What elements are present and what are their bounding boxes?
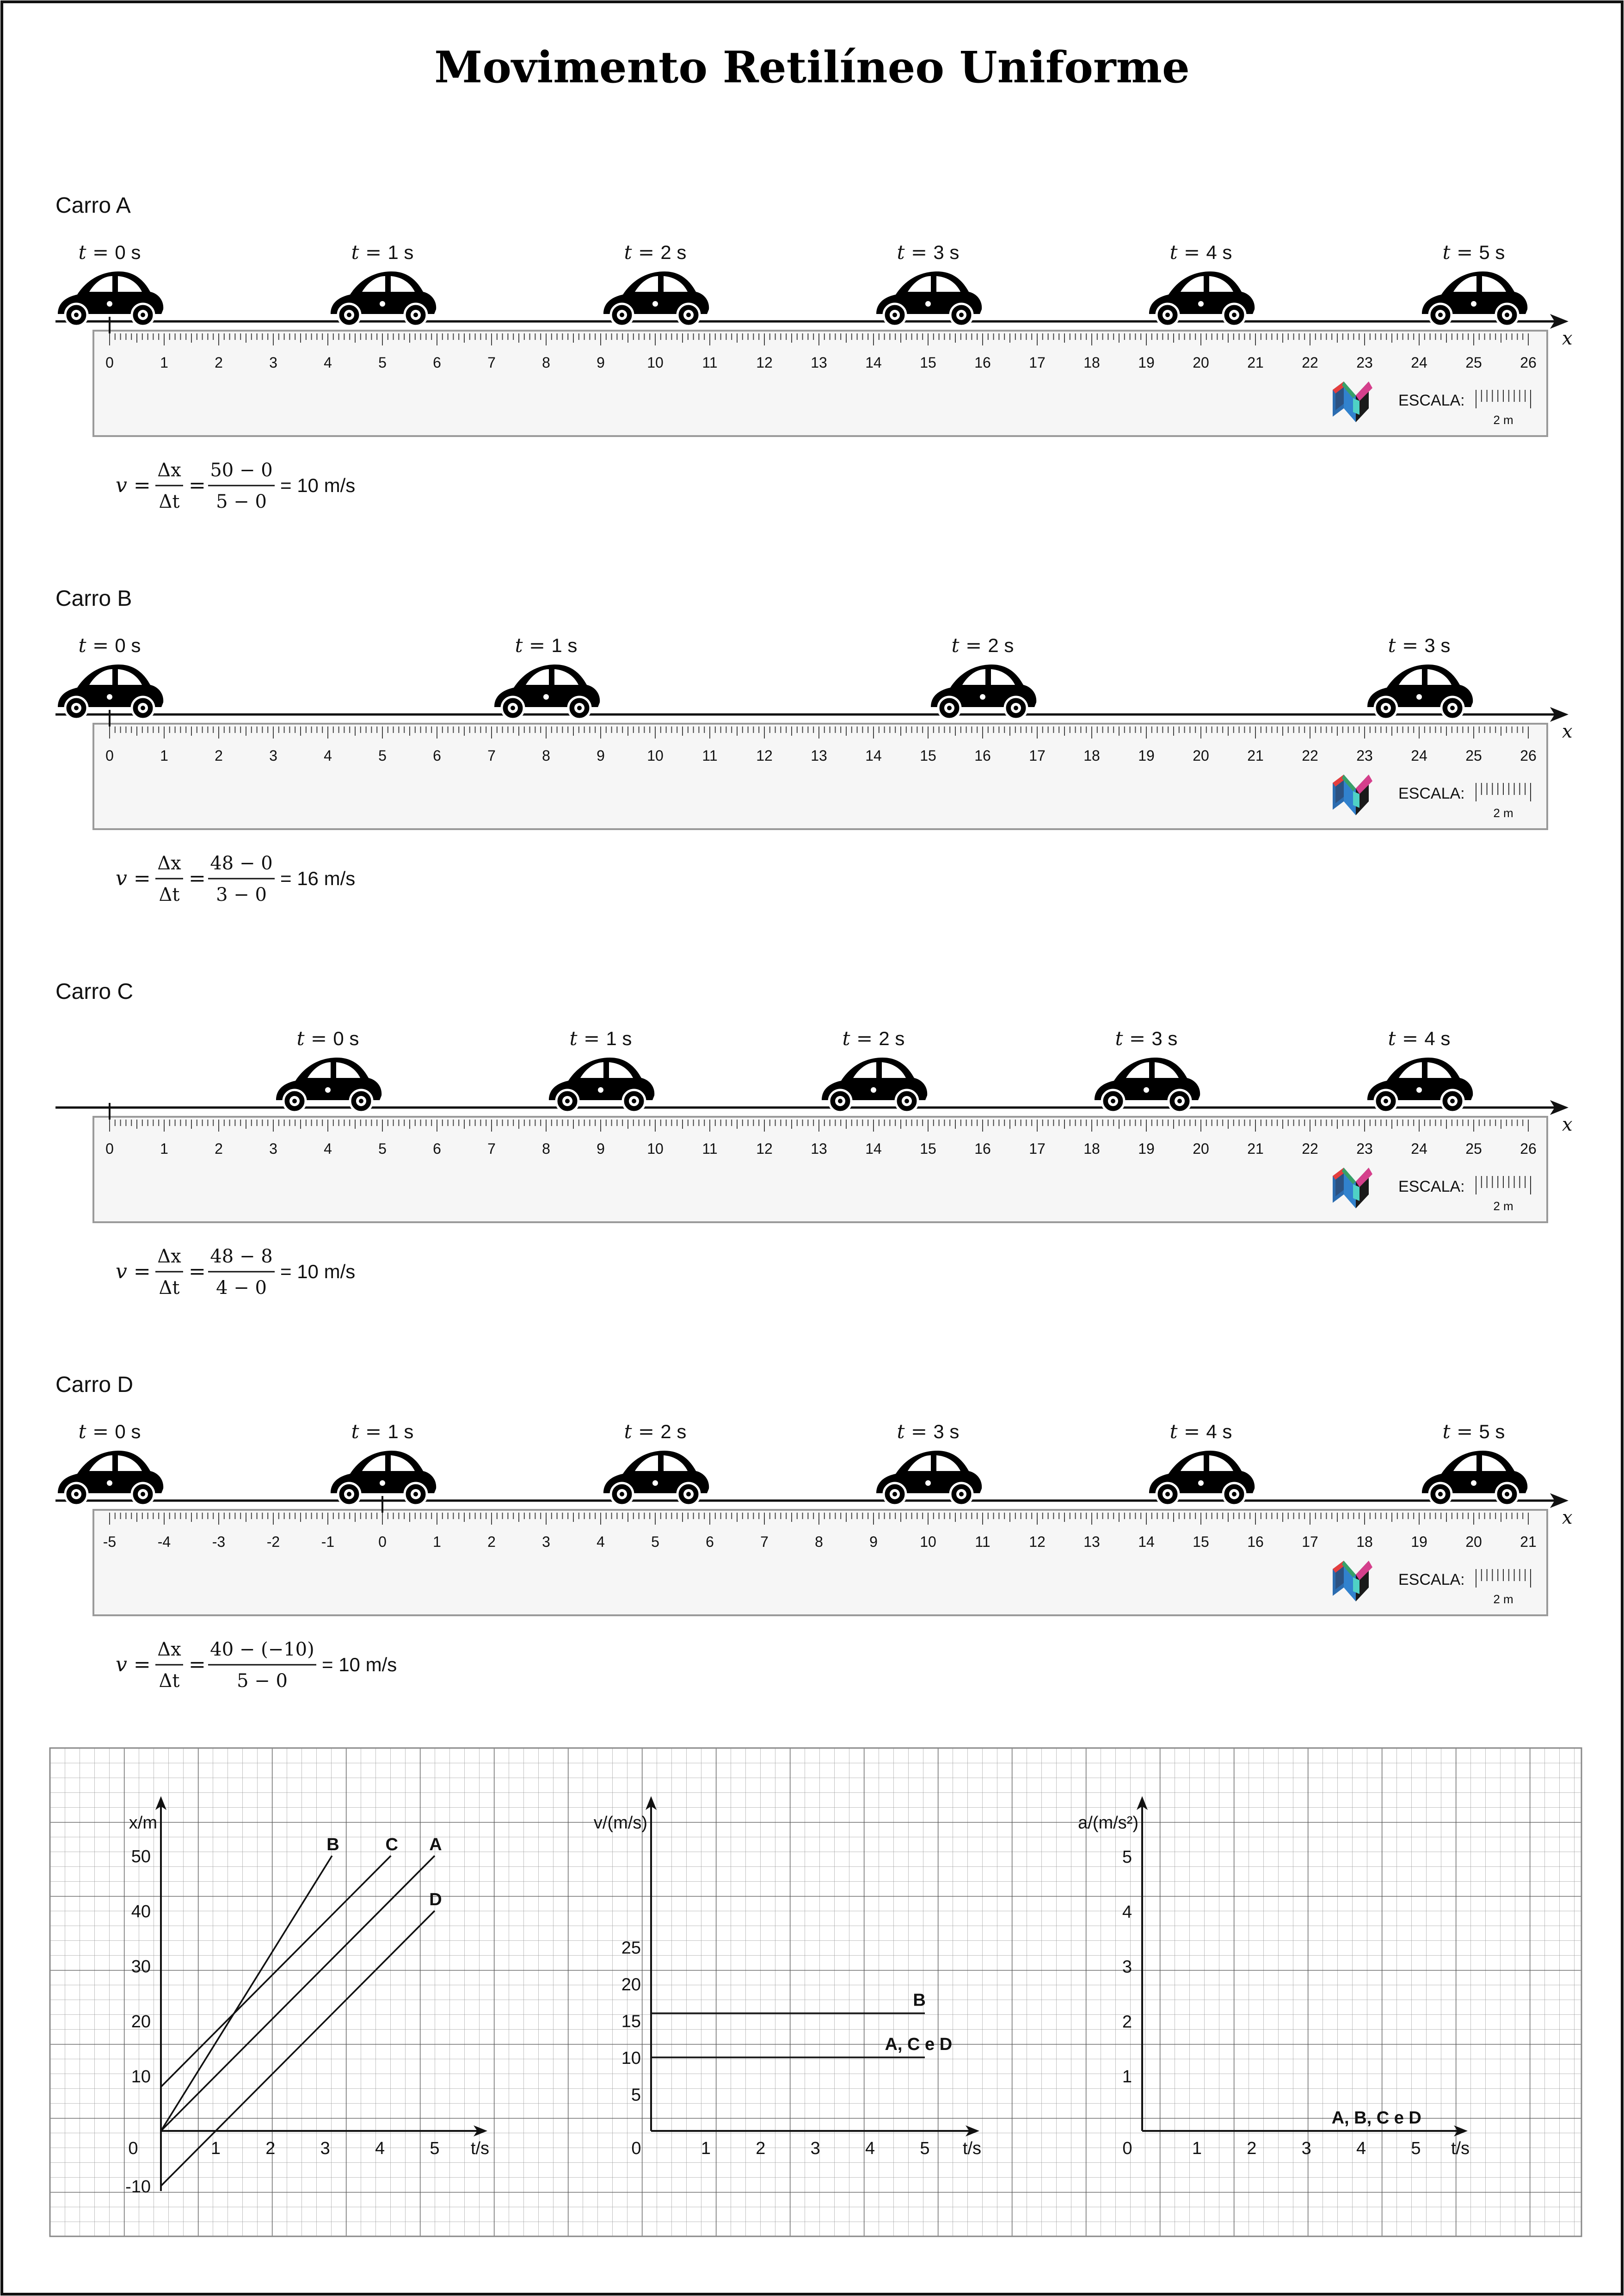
eq-delta-x: Δx xyxy=(157,853,181,874)
time-value: 4 s xyxy=(1206,1421,1232,1442)
graph-x-tick: 2 xyxy=(756,2139,766,2158)
graph-y-tick: 10 xyxy=(621,2049,641,2068)
scale-label: ESCALA: xyxy=(1398,785,1465,802)
graph-y-tick: 10 xyxy=(131,2067,151,2087)
time-value: 2 s xyxy=(660,241,687,263)
time-prefix: t = xyxy=(1169,241,1206,264)
time-value: 0 s xyxy=(115,634,141,656)
eq-delta-x: Δx xyxy=(157,1246,181,1267)
time-value: 5 s xyxy=(1479,241,1505,263)
graph-x-tick: 3 xyxy=(320,2139,330,2158)
time-prefix: t = xyxy=(624,241,661,264)
time-label xyxy=(624,1420,687,1443)
ruler-number: 22 xyxy=(1302,1140,1318,1157)
time-prefix: t = xyxy=(1115,1027,1152,1050)
time-label xyxy=(351,1420,414,1443)
ruler-number: 12 xyxy=(756,354,773,371)
eq-numerator: 48 − 8 xyxy=(210,1246,273,1267)
time-prefix: t = xyxy=(515,634,552,657)
ruler-number: 5 xyxy=(378,747,387,764)
ruler-number: 21 xyxy=(1247,1140,1264,1157)
graph-y-tick: 4 xyxy=(1122,1902,1132,1922)
ruler-number: 10 xyxy=(647,1140,664,1157)
ruler-number: 6 xyxy=(433,747,441,764)
time-prefix: t = xyxy=(1442,1420,1479,1443)
graph-x-tick: 5 xyxy=(1411,2139,1421,2158)
ruler-number: 15 xyxy=(1193,1533,1209,1550)
ruler-number: 1 xyxy=(160,747,168,764)
eq-denominator: 5 − 0 xyxy=(216,491,267,512)
graph-y-tick: 5 xyxy=(631,2085,641,2105)
graph-x-tick: 1 xyxy=(701,2139,711,2158)
scale-unit: 2 m xyxy=(1493,806,1513,820)
graph-y-label: v/(m/s) xyxy=(593,1813,647,1833)
ruler-number: 7 xyxy=(487,747,496,764)
time-prefix: t = xyxy=(1442,241,1479,264)
scale-label: ESCALA: xyxy=(1398,1178,1465,1195)
ruler-number: 14 xyxy=(1138,1533,1155,1550)
eq-numerator: 48 − 0 xyxy=(210,853,273,874)
ruler-number: 11 xyxy=(702,1140,718,1157)
time-value: 1 s xyxy=(388,1421,414,1442)
ruler-number: -1 xyxy=(321,1533,335,1550)
ruler-number: 4 xyxy=(324,354,332,371)
ruler-number: 7 xyxy=(760,1533,769,1550)
time-value: 1 s xyxy=(606,1028,632,1049)
ruler-number: 3 xyxy=(269,1140,277,1157)
ruler-number: 15 xyxy=(920,354,936,371)
graph-y-tick: 25 xyxy=(621,1938,641,1958)
eq-delta-t: Δt xyxy=(159,1277,180,1299)
ruler-number: 23 xyxy=(1356,1140,1373,1157)
time-prefix: t = xyxy=(569,1027,606,1050)
ruler-number: 19 xyxy=(1138,747,1155,764)
time-value: 2 s xyxy=(879,1028,905,1049)
eq-v: v = xyxy=(116,1653,151,1676)
x-axis-label: x xyxy=(1562,1507,1573,1528)
ruler-box xyxy=(93,724,1547,829)
eq-result: = 10 m/s xyxy=(322,1654,397,1675)
graph-x-tick: 4 xyxy=(375,2139,385,2158)
ruler-number: 5 xyxy=(651,1533,659,1550)
time-label xyxy=(79,1420,141,1443)
eq-result: = 16 m/s xyxy=(280,868,356,889)
ruler-number: 10 xyxy=(647,354,664,371)
time-prefix: t = xyxy=(351,241,388,264)
ruler-number: 11 xyxy=(975,1533,990,1550)
graph-x-tick: 0 xyxy=(128,2139,138,2158)
eq-delta-x: Δx xyxy=(157,460,181,481)
time-prefix: t = xyxy=(351,1420,388,1443)
ruler-number: 22 xyxy=(1302,354,1318,371)
eq-equals: = xyxy=(189,1260,206,1283)
time-label xyxy=(1115,1027,1178,1050)
ruler-box xyxy=(93,1117,1547,1222)
eq-delta-t: Δt xyxy=(159,884,180,905)
graph-line-label: D xyxy=(429,1890,442,1909)
ruler-number: 1 xyxy=(433,1533,441,1550)
graph-line-label: B xyxy=(326,1835,339,1854)
graph-y-tick: 1 xyxy=(1122,2067,1132,2087)
section-label: Carro C xyxy=(55,979,134,1004)
graph-line-label: A, B, C e D xyxy=(1331,2108,1421,2128)
ruler-number: 4 xyxy=(597,1533,605,1550)
graph-x-tick: 1 xyxy=(1192,2139,1202,2158)
ruler-number: 21 xyxy=(1247,747,1264,764)
ruler-number: 12 xyxy=(1029,1533,1046,1550)
graph-x-tick: 3 xyxy=(810,2139,820,2158)
ruler-number: 14 xyxy=(865,747,882,764)
time-label xyxy=(624,241,687,264)
graph-y-tick: 5 xyxy=(1122,1847,1132,1867)
ruler-number: 23 xyxy=(1356,354,1373,371)
eq-numerator: 50 − 0 xyxy=(210,460,273,481)
ruler-number: 21 xyxy=(1520,1533,1537,1550)
time-label xyxy=(515,634,578,657)
ruler-number: 18 xyxy=(1083,747,1100,764)
scale-unit: 2 m xyxy=(1493,1592,1513,1606)
ruler-number: 24 xyxy=(1411,747,1427,764)
ruler-number: 9 xyxy=(597,747,605,764)
eq-equals: = xyxy=(189,1653,206,1676)
time-prefix: t = xyxy=(1388,634,1425,657)
graph-y-tick: 3 xyxy=(1122,1957,1132,1977)
ruler-number: 8 xyxy=(542,354,550,371)
time-value: 3 s xyxy=(933,241,960,263)
ruler-number: 25 xyxy=(1465,354,1482,371)
time-value: 0 s xyxy=(333,1028,359,1049)
graph-x-label: t/s xyxy=(962,2139,982,2158)
eq-result: = 10 m/s xyxy=(280,474,356,496)
eq-denominator: 4 − 0 xyxy=(216,1277,267,1299)
ruler-number: 16 xyxy=(1247,1533,1264,1550)
time-prefix: t = xyxy=(78,1420,115,1443)
graph-x-tick: 4 xyxy=(1356,2139,1366,2158)
ruler-number: 19 xyxy=(1411,1533,1427,1550)
x-axis-label: x xyxy=(1562,1114,1573,1135)
ruler-number: 13 xyxy=(811,747,827,764)
time-prefix: t = xyxy=(842,1027,879,1050)
time-prefix: t = xyxy=(1388,1027,1425,1050)
ruler-number: 20 xyxy=(1193,354,1209,371)
ruler-number: 2 xyxy=(215,354,223,371)
time-value: 3 s xyxy=(1151,1028,1178,1049)
ruler-number: 9 xyxy=(869,1533,878,1550)
ruler-number: 18 xyxy=(1356,1533,1373,1550)
ruler-number: 13 xyxy=(811,354,827,371)
graph-area xyxy=(50,1748,1581,2236)
time-value: 2 s xyxy=(660,1421,687,1442)
x-axis-label: x xyxy=(1562,721,1573,742)
graph-x-tick: 0 xyxy=(1122,2139,1132,2158)
eq-delta-x: Δx xyxy=(157,1639,181,1660)
graph-x-tick: 5 xyxy=(430,2139,440,2158)
ruler-number: 5 xyxy=(378,354,387,371)
graph-y-tick: 15 xyxy=(621,2012,641,2031)
time-prefix: t = xyxy=(897,1420,934,1443)
ruler-number: 19 xyxy=(1138,354,1155,371)
ruler-number: 0 xyxy=(378,1533,387,1550)
time-value: 4 s xyxy=(1206,241,1232,263)
time-value: 0 s xyxy=(115,1421,141,1442)
ruler-number: 4 xyxy=(324,1140,332,1157)
ruler-box xyxy=(93,1510,1547,1615)
ruler-number: 0 xyxy=(105,1140,114,1157)
ruler-box xyxy=(93,331,1547,436)
ruler-number: 3 xyxy=(269,747,277,764)
time-prefix: t = xyxy=(296,1027,333,1050)
ruler-number: 20 xyxy=(1193,1140,1209,1157)
ruler-number: 25 xyxy=(1465,747,1482,764)
scale-label: ESCALA: xyxy=(1398,1571,1465,1588)
time-label xyxy=(1170,1420,1232,1443)
ruler-number: 15 xyxy=(920,747,936,764)
ruler-number: 17 xyxy=(1029,1140,1046,1157)
eq-v: v = xyxy=(116,1260,151,1283)
ruler-number: 2 xyxy=(215,747,223,764)
ruler-number: 20 xyxy=(1465,1533,1482,1550)
ruler-number: 6 xyxy=(433,354,441,371)
graph-y-tick: 40 xyxy=(131,1902,151,1921)
ruler-number: 19 xyxy=(1138,1140,1155,1157)
time-prefix: t = xyxy=(1169,1420,1206,1443)
ruler-number: 5 xyxy=(378,1140,387,1157)
ruler-number: 15 xyxy=(920,1140,936,1157)
eq-equals: = xyxy=(189,474,206,497)
eq-delta-t: Δt xyxy=(159,1670,180,1692)
ruler-number: 14 xyxy=(865,354,882,371)
eq-numerator: 40 − (−10) xyxy=(210,1639,314,1660)
ruler-number: 20 xyxy=(1193,747,1209,764)
time-label xyxy=(1388,1027,1451,1050)
ruler-number: 18 xyxy=(1083,354,1100,371)
eq-v: v = xyxy=(116,867,151,890)
ruler-number: 16 xyxy=(974,1140,991,1157)
time-prefix: t = xyxy=(78,634,115,657)
scale-unit: 2 m xyxy=(1493,413,1513,427)
ruler-number: 1 xyxy=(160,354,168,371)
graph-y-tick: 20 xyxy=(621,1975,641,1994)
ruler-number: 4 xyxy=(324,747,332,764)
time-label xyxy=(351,241,414,264)
ruler-number: 22 xyxy=(1302,747,1318,764)
ruler-number: 8 xyxy=(542,1140,550,1157)
graph-y-tick: 20 xyxy=(131,2012,151,2031)
time-label xyxy=(79,241,141,264)
ruler-number: 25 xyxy=(1465,1140,1482,1157)
ruler-number: 16 xyxy=(974,354,991,371)
graph-y-tick: 50 xyxy=(131,1847,151,1866)
graph-line-label: B xyxy=(913,1990,926,2010)
ruler-number: 9 xyxy=(597,354,605,371)
ruler-number: -4 xyxy=(157,1533,171,1550)
ruler-number: 16 xyxy=(974,747,991,764)
time-value: 3 s xyxy=(933,1421,960,1442)
ruler-number: 2 xyxy=(215,1140,223,1157)
scale-label: ESCALA: xyxy=(1398,392,1465,409)
ruler-number: 26 xyxy=(1520,354,1537,371)
time-label xyxy=(1443,241,1505,264)
ruler-number: -3 xyxy=(212,1533,226,1550)
time-prefix: t = xyxy=(897,241,934,264)
time-label xyxy=(1170,241,1232,264)
ruler-number: 8 xyxy=(815,1533,823,1550)
ruler-number: 2 xyxy=(487,1533,496,1550)
time-prefix: t = xyxy=(624,1420,661,1443)
ruler-number: 6 xyxy=(706,1533,714,1550)
ruler-number: 21 xyxy=(1247,354,1264,371)
ruler-number: 17 xyxy=(1029,354,1046,371)
eq-denominator: 5 − 0 xyxy=(237,1670,288,1692)
ruler-number: 8 xyxy=(542,747,550,764)
graph-x-tick: 1 xyxy=(210,2139,221,2158)
eq-result: = 10 m/s xyxy=(280,1261,356,1282)
graph-line-label: C xyxy=(385,1835,399,1854)
time-value: 3 s xyxy=(1424,634,1451,656)
graph-x-label: t/s xyxy=(1451,2139,1470,2158)
graph-x-tick: 4 xyxy=(865,2139,875,2158)
time-label xyxy=(570,1027,632,1050)
time-label xyxy=(897,241,960,264)
section-label: Carro D xyxy=(55,1373,134,1397)
time-value: 5 s xyxy=(1479,1421,1505,1442)
ruler-number: 3 xyxy=(269,354,277,371)
graph-line-label: A, C e D xyxy=(885,2035,953,2054)
ruler-number: 14 xyxy=(865,1140,882,1157)
time-label xyxy=(1443,1420,1505,1443)
time-value: 0 s xyxy=(115,241,141,263)
time-label xyxy=(297,1027,359,1050)
section-label: Carro B xyxy=(55,586,132,611)
eq-delta-t: Δt xyxy=(159,491,180,512)
page-title: Movimento Retilíneo Uniforme xyxy=(434,42,1190,93)
ruler-number: 6 xyxy=(433,1140,441,1157)
time-prefix: t = xyxy=(951,634,988,657)
time-label xyxy=(843,1027,905,1050)
graph-y-tick: -10 xyxy=(125,2177,151,2197)
graph-paper-major xyxy=(50,1748,1581,2236)
graph-x-tick: 2 xyxy=(1247,2139,1257,2158)
graph-line-label: A xyxy=(429,1835,442,1854)
ruler-number: 26 xyxy=(1520,1140,1537,1157)
time-value: 1 s xyxy=(551,634,578,656)
ruler-number: 10 xyxy=(647,747,664,764)
eq-v: v = xyxy=(116,474,151,497)
ruler-number: 11 xyxy=(702,747,718,764)
ruler-number: 7 xyxy=(487,1140,496,1157)
time-value: 4 s xyxy=(1424,1028,1451,1049)
graph-x-tick: 0 xyxy=(631,2139,641,2158)
ruler-number: 11 xyxy=(702,354,718,371)
time-label xyxy=(1388,634,1451,657)
ruler-number: 23 xyxy=(1356,747,1373,764)
graph-y-label: x/m xyxy=(129,1813,157,1833)
ruler-number: 17 xyxy=(1029,747,1046,764)
scale-unit: 2 m xyxy=(1493,1199,1513,1213)
ruler-number: 24 xyxy=(1411,354,1427,371)
ruler-number: 0 xyxy=(105,747,114,764)
time-prefix: t = xyxy=(78,241,115,264)
time-label xyxy=(952,634,1014,657)
ruler-number: 12 xyxy=(756,747,773,764)
time-value: 2 s xyxy=(988,634,1014,656)
ruler-number: 13 xyxy=(811,1140,827,1157)
time-label xyxy=(79,634,141,657)
ruler-number: -5 xyxy=(103,1533,117,1550)
graph-y-tick: 2 xyxy=(1122,2012,1132,2032)
eq-denominator: 3 − 0 xyxy=(216,884,267,905)
graph-x-tick: 2 xyxy=(265,2139,276,2158)
graph-x-tick: 5 xyxy=(920,2139,930,2158)
eq-equals: = xyxy=(189,867,206,890)
ruler-number: 10 xyxy=(920,1533,936,1550)
time-label xyxy=(897,1420,960,1443)
ruler-number: -2 xyxy=(266,1533,280,1550)
x-axis-label: x xyxy=(1562,328,1573,349)
ruler-number: 12 xyxy=(756,1140,773,1157)
ruler-number: 0 xyxy=(105,354,114,371)
ruler-number: 7 xyxy=(487,354,496,371)
graph-x-tick: 3 xyxy=(1301,2139,1311,2158)
ruler-number: 1 xyxy=(160,1140,168,1157)
time-value: 1 s xyxy=(388,241,414,263)
graph-x-label: t/s xyxy=(470,2139,490,2158)
section-label: Carro A xyxy=(55,193,131,218)
ruler-number: 18 xyxy=(1083,1140,1100,1157)
graph-y-label: a/(m/s²) xyxy=(1078,1813,1138,1833)
ruler-number: 17 xyxy=(1302,1533,1318,1550)
ruler-number: 26 xyxy=(1520,747,1537,764)
ruler-number: 24 xyxy=(1411,1140,1427,1157)
ruler-number: 9 xyxy=(597,1140,605,1157)
ruler-number: 13 xyxy=(1083,1533,1100,1550)
graph-y-tick: 30 xyxy=(131,1957,151,1976)
ruler-number: 3 xyxy=(542,1533,550,1550)
